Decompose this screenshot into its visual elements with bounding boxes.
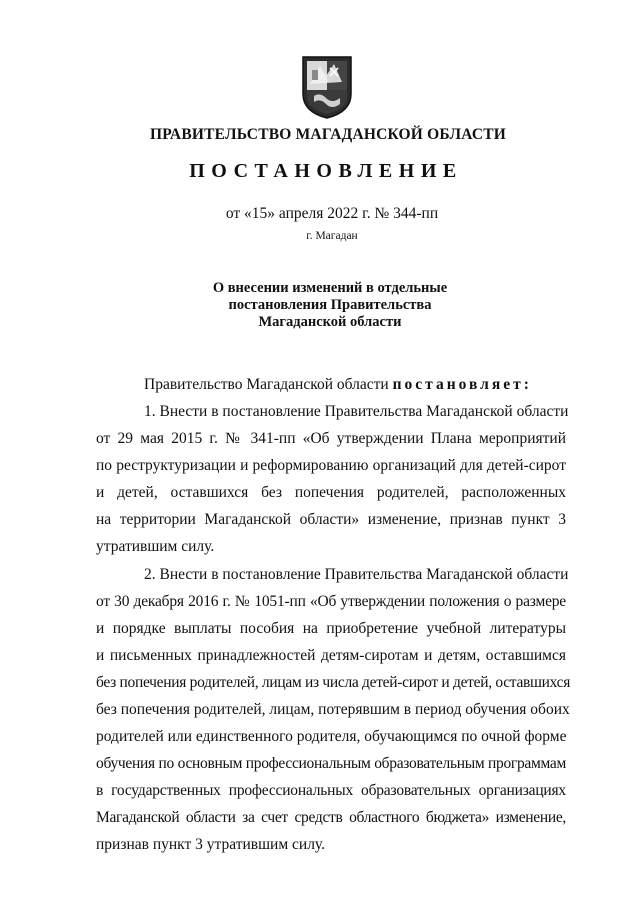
body-line: Магаданской области за счет средств областного бюджета» изменение, — [96, 809, 566, 826]
preamble-verb: постановляет — [392, 376, 524, 393]
body-line: утратившим силу. — [96, 538, 215, 555]
preamble-text: Правительство Магаданской области — [144, 376, 393, 393]
preamble-line — [144, 372, 529, 398]
document-body — [96, 0, 571, 905]
body-line: от 29 мая 2015 г. № 341-пп «Об утверждении Плана мероприятий — [96, 430, 566, 447]
subject-line: О внесении изменений в отдельные — [212, 280, 448, 296]
government-name: ПРАВИТЕЛЬСТВО МАГАДАНСКОЙ ОБЛАСТИ — [149, 126, 507, 143]
document-type-title: ПОСТАНОВЛЕНИЕ — [189, 160, 463, 182]
body-line: 2. Внести в постановление Правительства Магаданской области — [144, 566, 569, 583]
body-line: по реструктуризации и реформированию организаций для детей-сирот — [96, 457, 566, 474]
body-line: обучения по основным профессиональным образовательным программам — [96, 755, 566, 772]
subject-line: Магаданской области — [258, 314, 402, 330]
body-line: родителей или единственного родителя, обучающимся по очной форме — [96, 728, 567, 745]
body-line: в государственных профессиональных образовательных организациях — [96, 782, 566, 799]
document-date-number: от «15» апреля 2022 г. № 344-пп — [225, 205, 439, 222]
body-line: 1. Внести в постановление Правительства Магаданской области — [144, 403, 569, 420]
body-line: признав пункт 3 утратившим силу. — [96, 836, 325, 853]
body-line: без попечения родителей, лицам, потерявшим в период обучения обоих — [96, 701, 570, 718]
body-line: на территории Магаданской области» изменение, признав пункт 3 — [96, 511, 566, 528]
body-line: и порядке выплаты пособия на приобретение учебной литературы — [96, 620, 566, 637]
preamble-colon: : — [523, 376, 529, 393]
subject-line: постановления Правительства — [228, 297, 432, 313]
body-line: и детей, оставшихся без попечения родителей, расположенных — [96, 484, 566, 501]
body-line: от 30 декабря 2016 г. № 1051-пп «Об утверждении положения о размере — [96, 593, 566, 610]
document-city: г. Магадан — [306, 230, 358, 242]
body-line: без попечения родителей, лицам из числа детей-сирот и детей, оставшихся — [96, 674, 571, 691]
body-line: и письменных принадлежностей детям-сиротам и детям, оставшимся — [96, 647, 566, 664]
